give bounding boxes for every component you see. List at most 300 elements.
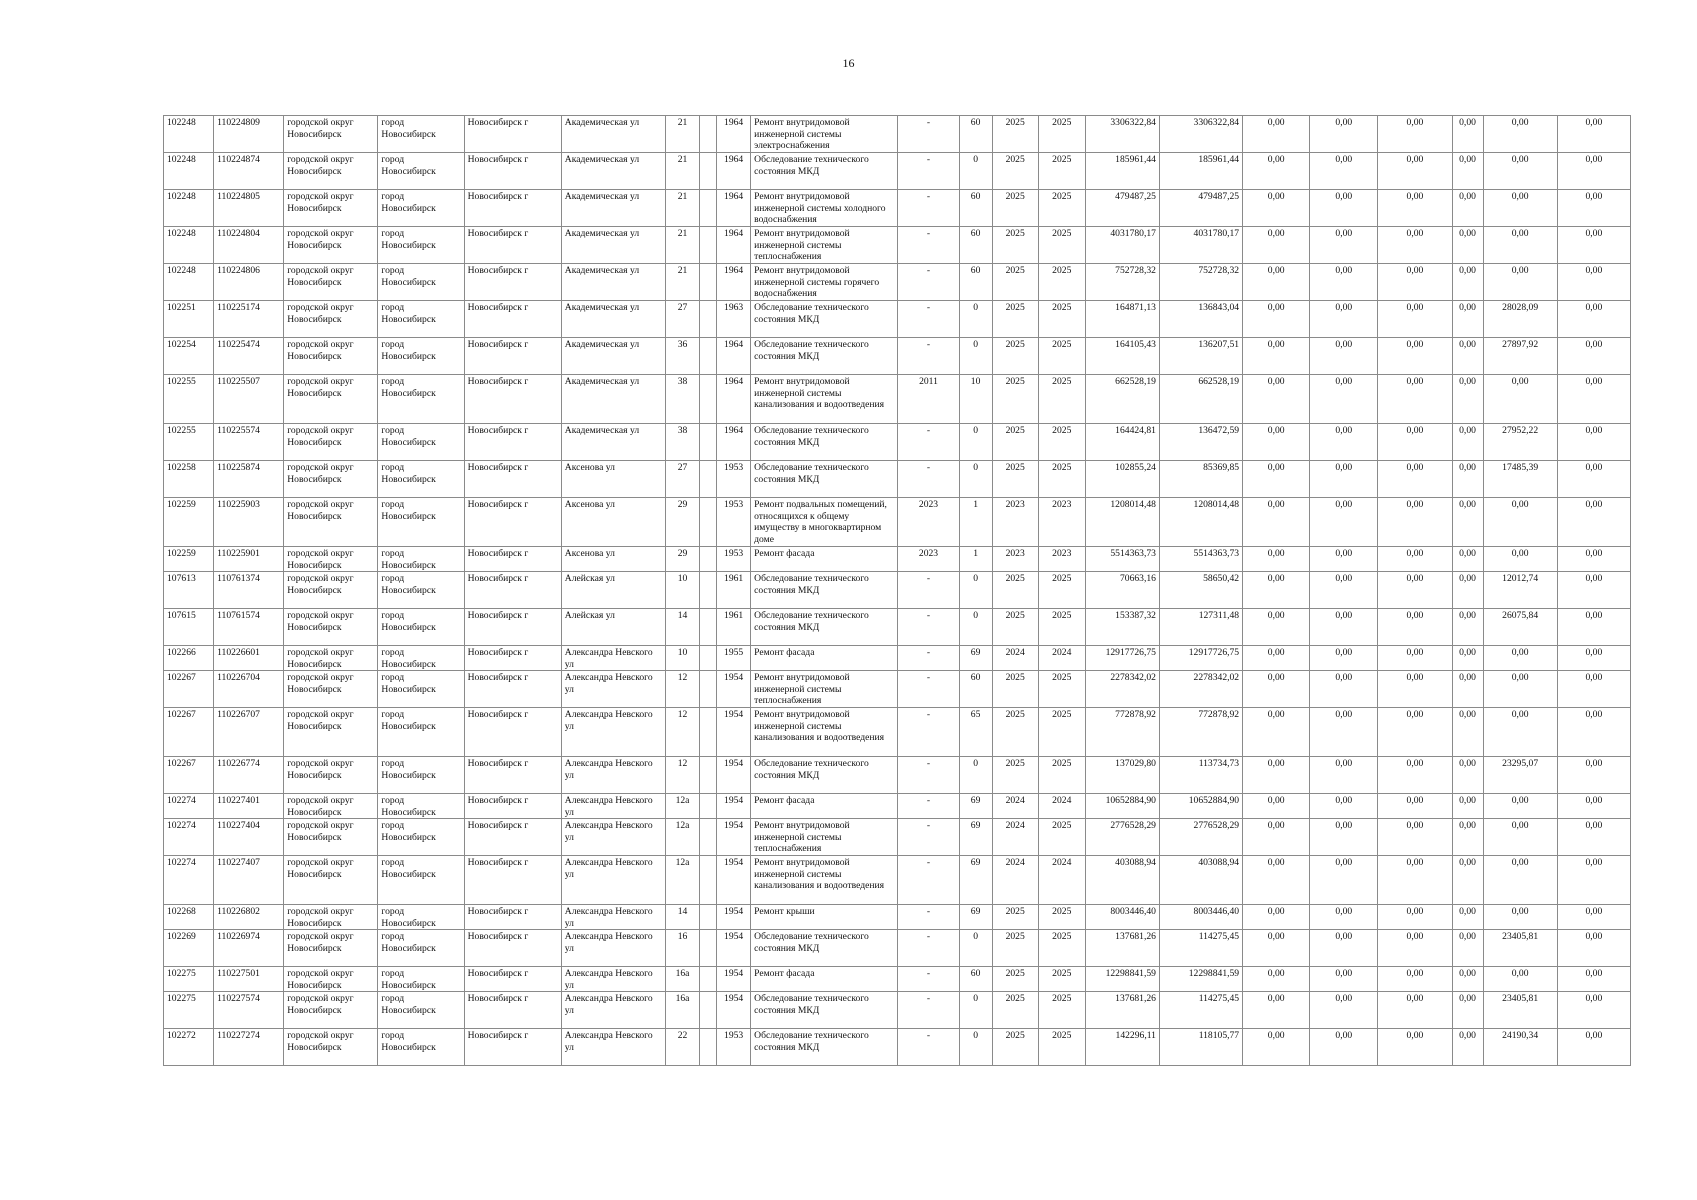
city-cell: Новосибирск г [464,930,561,967]
wear-cell: 60 [959,967,992,992]
last-repair-year-cell: - [898,572,959,609]
table-row [164,1029,1631,1066]
fund-cost-cell: 12917726,75 [1159,646,1242,671]
house-cell: 27 [665,301,699,338]
amount-a-cell: 0,00 [1243,572,1310,609]
plan-start-cell: 2025 [992,301,1038,338]
letter-cell [700,301,717,338]
amount-a-cell: 0,00 [1243,967,1310,992]
amount-f-cell: 0,00 [1557,992,1630,1029]
municipality-cell: городской округ Новосибирск [284,116,378,153]
amount-b-cell: 0,00 [1310,856,1378,905]
street-cell: Академическая ул [561,153,665,190]
house-cell: 21 [665,264,699,301]
last-repair-year-cell: - [898,264,959,301]
letter-cell [700,905,717,930]
total-cost-cell: 10652884,90 [1085,794,1159,819]
amount-d-cell: 0,00 [1452,992,1483,1029]
house-cell: 21 [665,153,699,190]
locality-cell: город Новосибирск [378,375,464,424]
build-year-cell: 1964 [717,424,751,461]
wear-cell: 69 [959,856,992,905]
plan-start-cell: 2025 [992,905,1038,930]
street-cell: Алейская ул [561,572,665,609]
total-cost-cell: 102855,24 [1085,461,1159,498]
locality-cell: город Новосибирск [378,572,464,609]
municipality-cell: городской округ Новосибирск [284,424,378,461]
total-cost-cell: 662528,19 [1085,375,1159,424]
work-type-cell: Ремонт внутридомовой инженерной системы канализования и водоотведения [751,708,898,757]
table-row [164,794,1631,819]
id-cell: 102259 [164,498,214,547]
amount-c-cell: 0,00 [1378,116,1452,153]
work-type-cell: Обследование технического состояния МКД [751,424,898,461]
wear-cell: 0 [959,992,992,1029]
city-cell: Новосибирск г [464,461,561,498]
code-cell: 110224805 [214,190,284,227]
amount-e-cell: 0,00 [1483,646,1557,671]
amount-b-cell: 0,00 [1310,375,1378,424]
locality-cell: город Новосибирск [378,227,464,264]
locality-cell: город Новосибирск [378,547,464,572]
wear-cell: 60 [959,671,992,708]
letter-cell [700,424,717,461]
letter-cell [700,757,717,794]
amount-b-cell: 0,00 [1310,424,1378,461]
letter-cell [700,547,717,572]
street-cell: Александра Невского ул [561,967,665,992]
plan-start-cell: 2025 [992,967,1038,992]
amount-c-cell: 0,00 [1378,967,1452,992]
plan-start-cell: 2024 [992,646,1038,671]
wear-cell: 0 [959,424,992,461]
amount-a-cell: 0,00 [1243,424,1310,461]
plan-start-cell: 2025 [992,375,1038,424]
last-repair-year-cell: - [898,992,959,1029]
house-cell: 10 [665,572,699,609]
house-cell: 14 [665,905,699,930]
last-repair-year-cell: - [898,461,959,498]
amount-b-cell: 0,00 [1310,905,1378,930]
fund-cost-cell: 185961,44 [1159,153,1242,190]
amount-a-cell: 0,00 [1243,461,1310,498]
letter-cell [700,338,717,375]
amount-d-cell: 0,00 [1452,547,1483,572]
street-cell: Академическая ул [561,338,665,375]
plan-start-cell: 2023 [992,498,1038,547]
code-cell: 110227574 [214,992,284,1029]
amount-e-cell: 0,00 [1483,856,1557,905]
wear-cell: 0 [959,301,992,338]
amount-c-cell: 0,00 [1378,338,1452,375]
last-repair-year-cell: 2023 [898,547,959,572]
amount-b-cell: 0,00 [1310,646,1378,671]
amount-f-cell: 0,00 [1557,424,1630,461]
work-type-cell: Ремонт крыши [751,905,898,930]
amount-d-cell: 0,00 [1452,424,1483,461]
fund-cost-cell: 2278342,02 [1159,671,1242,708]
locality-cell: город Новосибирск [378,498,464,547]
plan-end-cell: 2025 [1038,116,1085,153]
amount-b-cell: 0,00 [1310,190,1378,227]
build-year-cell: 1954 [717,905,751,930]
table-row [164,819,1631,856]
plan-end-cell: 2025 [1038,819,1085,856]
fund-cost-cell: 136207,51 [1159,338,1242,375]
locality-cell: город Новосибирск [378,424,464,461]
wear-cell: 0 [959,461,992,498]
build-year-cell: 1953 [717,461,751,498]
plan-end-cell: 2025 [1038,461,1085,498]
code-cell: 110225903 [214,498,284,547]
amount-e-cell: 24190,34 [1483,1029,1557,1066]
street-cell: Александра Невского ул [561,757,665,794]
amount-a-cell: 0,00 [1243,708,1310,757]
last-repair-year-cell: - [898,190,959,227]
work-type-cell: Ремонт фасада [751,547,898,572]
total-cost-cell: 12917726,75 [1085,646,1159,671]
id-cell: 102267 [164,671,214,708]
code-cell: 110224806 [214,264,284,301]
street-cell: Александра Невского ул [561,856,665,905]
locality-cell: город Новосибирск [378,301,464,338]
table-row [164,572,1631,609]
last-repair-year-cell: - [898,424,959,461]
street-cell: Академическая ул [561,227,665,264]
street-cell: Александра Невского ул [561,992,665,1029]
amount-b-cell: 0,00 [1310,819,1378,856]
amount-c-cell: 0,00 [1378,856,1452,905]
amount-f-cell: 0,00 [1557,338,1630,375]
letter-cell [700,609,717,646]
street-cell: Александра Невского ул [561,794,665,819]
total-cost-cell: 137681,26 [1085,930,1159,967]
amount-b-cell: 0,00 [1310,227,1378,264]
build-year-cell: 1954 [717,930,751,967]
house-cell: 12 [665,708,699,757]
work-type-cell: Ремонт внутридомовой инженерной системы теплоснабжения [751,227,898,264]
amount-f-cell: 0,00 [1557,794,1630,819]
municipality-cell: городской округ Новосибирск [284,264,378,301]
id-cell: 102255 [164,424,214,461]
amount-f-cell: 0,00 [1557,967,1630,992]
amount-e-cell: 0,00 [1483,671,1557,708]
fund-cost-cell: 1208014,48 [1159,498,1242,547]
city-cell: Новосибирск г [464,301,561,338]
amount-e-cell: 23295,07 [1483,757,1557,794]
locality-cell: город Новосибирск [378,116,464,153]
amount-c-cell: 0,00 [1378,227,1452,264]
table-row [164,547,1631,572]
street-cell: Аксенова ул [561,461,665,498]
work-type-cell: Обследование технического состояния МКД [751,757,898,794]
fund-cost-cell: 772878,92 [1159,708,1242,757]
amount-d-cell: 0,00 [1452,794,1483,819]
amount-b-cell: 0,00 [1310,992,1378,1029]
plan-end-cell: 2025 [1038,572,1085,609]
street-cell: Александра Невского ул [561,1029,665,1066]
amount-f-cell: 0,00 [1557,153,1630,190]
build-year-cell: 1964 [717,338,751,375]
letter-cell [700,856,717,905]
id-cell: 102259 [164,547,214,572]
letter-cell [700,190,717,227]
last-repair-year-cell: - [898,967,959,992]
locality-cell: город Новосибирск [378,856,464,905]
plan-start-cell: 2025 [992,338,1038,375]
code-cell: 110227401 [214,794,284,819]
amount-f-cell: 0,00 [1557,671,1630,708]
build-year-cell: 1955 [717,646,751,671]
amount-b-cell: 0,00 [1310,794,1378,819]
municipality-cell: городской округ Новосибирск [284,930,378,967]
plan-end-cell: 2025 [1038,930,1085,967]
amount-c-cell: 0,00 [1378,547,1452,572]
code-cell: 110225901 [214,547,284,572]
amount-f-cell: 0,00 [1557,646,1630,671]
amount-b-cell: 0,00 [1310,153,1378,190]
house-cell: 10 [665,646,699,671]
fund-cost-cell: 2776528,29 [1159,819,1242,856]
build-year-cell: 1961 [717,572,751,609]
amount-c-cell: 0,00 [1378,572,1452,609]
plan-start-cell: 2024 [992,794,1038,819]
code-cell: 110226802 [214,905,284,930]
id-cell: 107615 [164,609,214,646]
amount-c-cell: 0,00 [1378,301,1452,338]
wear-cell: 69 [959,905,992,930]
wear-cell: 1 [959,547,992,572]
amount-f-cell: 0,00 [1557,301,1630,338]
city-cell: Новосибирск г [464,227,561,264]
locality-cell: город Новосибирск [378,708,464,757]
amount-b-cell: 0,00 [1310,498,1378,547]
build-year-cell: 1953 [717,547,751,572]
fund-cost-cell: 113734,73 [1159,757,1242,794]
fund-cost-cell: 114275,45 [1159,930,1242,967]
amount-c-cell: 0,00 [1378,819,1452,856]
amount-b-cell: 0,00 [1310,461,1378,498]
street-cell: Александра Невского ул [561,708,665,757]
wear-cell: 0 [959,930,992,967]
house-cell: 38 [665,375,699,424]
locality-cell: город Новосибирск [378,461,464,498]
total-cost-cell: 752728,32 [1085,264,1159,301]
last-repair-year-cell: - [898,856,959,905]
capital-repair-table [163,115,1631,1066]
amount-a-cell: 0,00 [1243,671,1310,708]
plan-end-cell: 2025 [1038,671,1085,708]
plan-start-cell: 2025 [992,609,1038,646]
city-cell: Новосибирск г [464,856,561,905]
municipality-cell: городской округ Новосибирск [284,905,378,930]
code-cell: 110227501 [214,967,284,992]
street-cell: Академическая ул [561,301,665,338]
wear-cell: 60 [959,116,992,153]
city-cell: Новосибирск г [464,905,561,930]
municipality-cell: городской округ Новосибирск [284,757,378,794]
id-cell: 102255 [164,375,214,424]
build-year-cell: 1953 [717,498,751,547]
letter-cell [700,930,717,967]
build-year-cell: 1954 [717,967,751,992]
letter-cell [700,992,717,1029]
amount-a-cell: 0,00 [1243,856,1310,905]
locality-cell: город Новосибирск [378,264,464,301]
plan-end-cell: 2023 [1038,547,1085,572]
table-row [164,264,1631,301]
page-number: 16 [842,56,855,70]
table-row [164,338,1631,375]
plan-start-cell: 2025 [992,116,1038,153]
amount-e-cell: 27952,22 [1483,424,1557,461]
id-cell: 102275 [164,992,214,1029]
code-cell: 110225474 [214,338,284,375]
build-year-cell: 1953 [717,1029,751,1066]
amount-e-cell: 0,00 [1483,905,1557,930]
amount-d-cell: 0,00 [1452,671,1483,708]
municipality-cell: городской округ Новосибирск [284,375,378,424]
amount-e-cell: 23405,81 [1483,992,1557,1029]
fund-cost-cell: 662528,19 [1159,375,1242,424]
amount-c-cell: 0,00 [1378,375,1452,424]
last-repair-year-cell: - [898,338,959,375]
table-row [164,116,1631,153]
city-cell: Новосибирск г [464,264,561,301]
id-cell: 102269 [164,930,214,967]
amount-f-cell: 0,00 [1557,572,1630,609]
last-repair-year-cell: - [898,301,959,338]
city-cell: Новосибирск г [464,794,561,819]
fund-cost-cell: 136843,04 [1159,301,1242,338]
amount-e-cell: 0,00 [1483,967,1557,992]
code-cell: 110761374 [214,572,284,609]
amount-d-cell: 0,00 [1452,461,1483,498]
code-cell: 110227407 [214,856,284,905]
locality-cell: город Новосибирск [378,757,464,794]
plan-end-cell: 2025 [1038,375,1085,424]
amount-a-cell: 0,00 [1243,992,1310,1029]
amount-f-cell: 0,00 [1557,227,1630,264]
amount-d-cell: 0,00 [1452,264,1483,301]
amount-d-cell: 0,00 [1452,856,1483,905]
amount-e-cell: 0,00 [1483,190,1557,227]
total-cost-cell: 12298841,59 [1085,967,1159,992]
locality-cell: город Новосибирск [378,967,464,992]
plan-end-cell: 2025 [1038,992,1085,1029]
plan-start-cell: 2025 [992,757,1038,794]
municipality-cell: городской округ Новосибирск [284,794,378,819]
last-repair-year-cell: - [898,609,959,646]
amount-a-cell: 0,00 [1243,153,1310,190]
plan-start-cell: 2025 [992,190,1038,227]
street-cell: Александра Невского ул [561,646,665,671]
amount-b-cell: 0,00 [1310,116,1378,153]
amount-f-cell: 0,00 [1557,1029,1630,1066]
amount-e-cell: 17485,39 [1483,461,1557,498]
house-cell: 21 [665,227,699,264]
amount-d-cell: 0,00 [1452,757,1483,794]
house-cell: 12а [665,819,699,856]
code-cell: 110227274 [214,1029,284,1066]
plan-start-cell: 2025 [992,671,1038,708]
total-cost-cell: 137029,80 [1085,757,1159,794]
last-repair-year-cell: 2011 [898,375,959,424]
plan-start-cell: 2025 [992,461,1038,498]
plan-end-cell: 2023 [1038,498,1085,547]
amount-f-cell: 0,00 [1557,930,1630,967]
total-cost-cell: 164105,43 [1085,338,1159,375]
last-repair-year-cell: - [898,671,959,708]
wear-cell: 69 [959,646,992,671]
code-cell: 110227404 [214,819,284,856]
plan-start-cell: 2025 [992,264,1038,301]
build-year-cell: 1954 [717,794,751,819]
work-type-cell: Ремонт внутридомовой инженерной системы холодного водоснабжения [751,190,898,227]
street-cell: Александра Невского ул [561,819,665,856]
total-cost-cell: 164424,81 [1085,424,1159,461]
house-cell: 16 [665,930,699,967]
amount-c-cell: 0,00 [1378,498,1452,547]
last-repair-year-cell: - [898,708,959,757]
last-repair-year-cell: - [898,819,959,856]
street-cell: Академическая ул [561,264,665,301]
build-year-cell: 1954 [717,819,751,856]
letter-cell [700,572,717,609]
wear-cell: 0 [959,572,992,609]
municipality-cell: городской округ Новосибирск [284,1029,378,1066]
amount-c-cell: 0,00 [1378,264,1452,301]
wear-cell: 65 [959,708,992,757]
amount-a-cell: 0,00 [1243,757,1310,794]
id-cell: 102248 [164,116,214,153]
municipality-cell: городской округ Новосибирск [284,190,378,227]
fund-cost-cell: 4031780,17 [1159,227,1242,264]
plan-start-cell: 2025 [992,424,1038,461]
amount-e-cell: 0,00 [1483,227,1557,264]
fund-cost-cell: 114275,45 [1159,992,1242,1029]
plan-end-cell: 2025 [1038,227,1085,264]
amount-e-cell: 0,00 [1483,708,1557,757]
city-cell: Новосибирск г [464,190,561,227]
last-repair-year-cell: - [898,930,959,967]
municipality-cell: городской округ Новосибирск [284,609,378,646]
city-cell: Новосибирск г [464,153,561,190]
letter-cell [700,708,717,757]
fund-cost-cell: 8003446,40 [1159,905,1242,930]
amount-c-cell: 0,00 [1378,609,1452,646]
total-cost-cell: 137681,26 [1085,992,1159,1029]
table-row [164,301,1631,338]
letter-cell [700,375,717,424]
wear-cell: 0 [959,609,992,646]
total-cost-cell: 3306322,84 [1085,116,1159,153]
amount-a-cell: 0,00 [1243,609,1310,646]
locality-cell: город Новосибирск [378,992,464,1029]
last-repair-year-cell: - [898,646,959,671]
table-row [164,498,1631,547]
code-cell: 110226974 [214,930,284,967]
build-year-cell: 1964 [717,227,751,264]
amount-d-cell: 0,00 [1452,190,1483,227]
table-row [164,930,1631,967]
city-cell: Новосибирск г [464,572,561,609]
amount-d-cell: 0,00 [1452,375,1483,424]
amount-f-cell: 0,00 [1557,757,1630,794]
municipality-cell: городской округ Новосибирск [284,819,378,856]
street-cell: Аксенова ул [561,547,665,572]
letter-cell [700,153,717,190]
